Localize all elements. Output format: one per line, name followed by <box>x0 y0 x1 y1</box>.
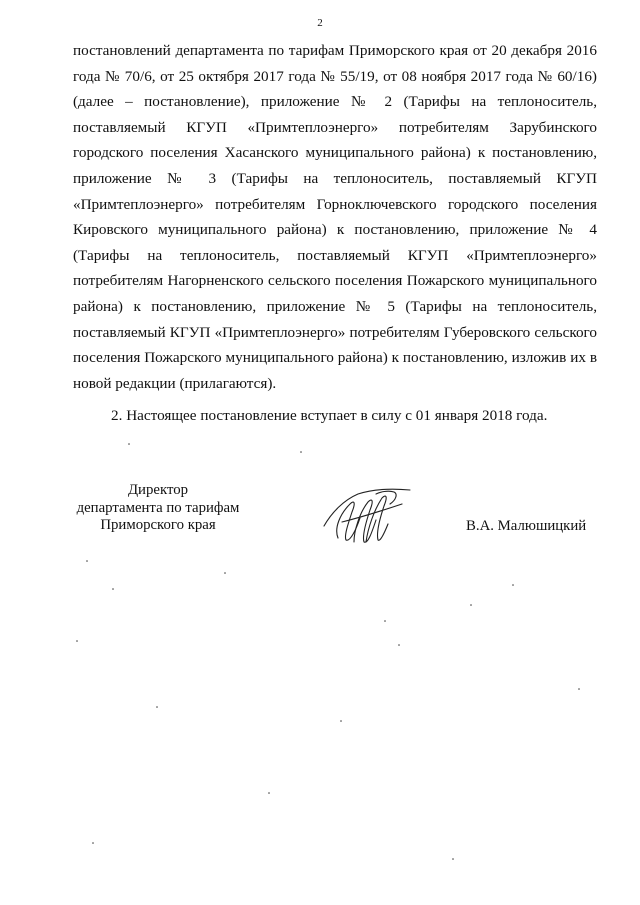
scan-speck <box>86 560 88 562</box>
scan-speck <box>512 584 514 586</box>
signer-position-line-2: департамента по тарифам <box>76 499 240 516</box>
handwritten-signature <box>318 482 418 550</box>
scan-speck <box>578 688 580 690</box>
scan-speck <box>128 443 130 445</box>
signature-block <box>0 482 640 552</box>
scan-speck <box>224 572 226 574</box>
signer-position-line-3: Приморского края <box>100 517 216 533</box>
scan-speck <box>156 706 158 708</box>
page-number: 2 <box>317 17 323 29</box>
scan-speck <box>300 451 302 453</box>
signer-name: В.А. Малюшицкий <box>466 518 587 534</box>
scan-speck <box>470 604 472 606</box>
scan-speck <box>452 858 454 860</box>
scan-speck <box>268 792 270 794</box>
scan-speck <box>398 644 400 646</box>
scan-speck <box>92 842 94 844</box>
scan-speck <box>384 620 386 622</box>
paragraph-1-continued: постановлений департамента по тарифам Приморского края от 20 декабря 2016 года № 70/6, от 25 октября 2017 года № 55/19, от 08 ноября 2017 года № 60/16) (далее – постановление), приложение № 2 (Тарифы на теплоноситель, поставляемый КГУП «Примтеплоэнерго» потребителям Зарубинского городского поселения Хасанского муниципального района) к постановлению, приложение № 3 (Тарифы на теплоноситель, поставляемый КГУП «Примтеплоэнерго» потребителям Горноключевского городского поселения Кировского муниципального района) к постановлению, приложение № 4 (Тарифы на теплоноситель, поставляемый КГУП «Примтеплоэнерго» потребителям Нагорненского сельского поселения Пожарского муниципального района) к постановлению, приложение № 5 (Тарифы на теплоноситель, поставляемый КГУП «Примтеплоэнерго» потребителям Губеровского сельского поселения Пожарского муниципального района) к постановлению, изложив их в новой редакции (прилагаются). <box>73 42 597 392</box>
signer-position-line-1: Директор <box>127 482 189 498</box>
signer-position <box>58 482 258 535</box>
paragraph-2-effective-date: 2. Настоящее постановление вступает в силу с 01 января 2018 года. <box>111 407 548 424</box>
scan-speck <box>76 640 78 642</box>
scan-speck <box>112 588 114 590</box>
scan-speck <box>340 720 342 722</box>
